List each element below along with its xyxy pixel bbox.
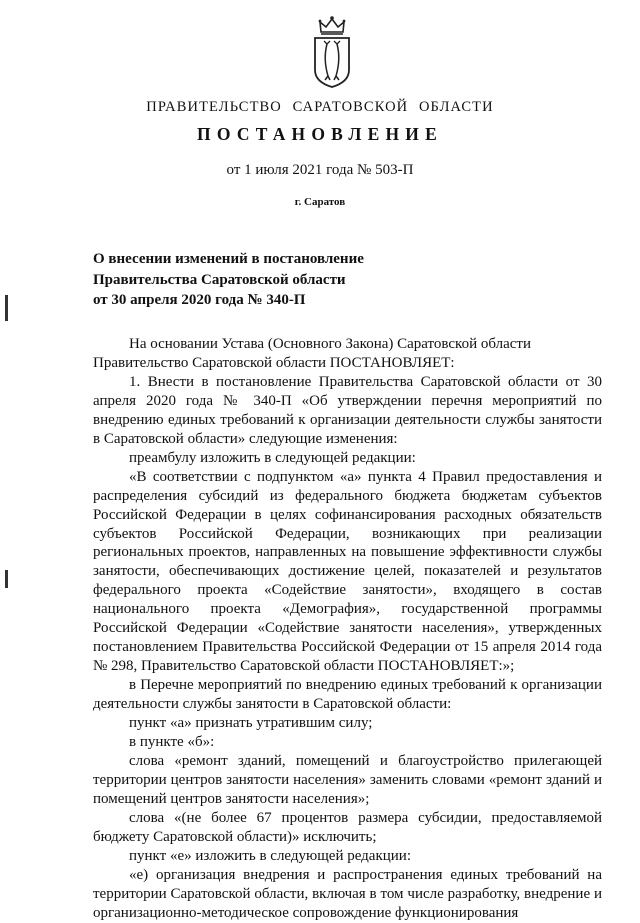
body-paragraph: преамбулу изложить в следующей редакции:: [129, 449, 416, 466]
scan-edge-mark: [5, 570, 8, 588]
coat-of-arms-icon: [303, 14, 361, 90]
body-paragraph: в Перечне мероприятий по внедрению единых требований к организации деятельности службы занятости в Саратовской области:: [93, 677, 602, 713]
document-type: ПОСТАНОВЛЕНИЕ: [197, 124, 443, 144]
body-paragraph: На основании Устава (Основного Закона) Саратовской области: [129, 336, 532, 352]
body-paragraph: 1. Внести в постановление Правительства Саратовской области от 30 апреля 2020 года № 340-П «Об утверждении перечня мероприятий по внедрению единых требований к организации деятельности службы занятости в Саратовской области» следующие изменения:: [93, 373, 602, 447]
subject-line: от 30 апреля 2020 года № 340-П: [93, 292, 306, 308]
body-paragraph: пункт «е» изложить в следующей редакции:: [129, 847, 412, 864]
subject-line: Правительства Саратовской области: [93, 271, 346, 288]
body-paragraph: слова «(не более 67 процентов размера субсидии, предоставляемой бюджету Саратовской области)» исключить;: [93, 809, 602, 845]
document-city: г. Саратов: [294, 196, 346, 208]
subject-line: О внесении изменений в постановление: [93, 251, 364, 267]
body-paragraph: в пункте «б»:: [129, 734, 215, 751]
body-paragraph: пункт «а» признать утратившим силу;: [129, 715, 373, 732]
document-subject: [93, 249, 473, 311]
government-name: ПРАВИТЕЛЬСТВО САРАТОВСКОЙ ОБЛАСТИ: [146, 99, 494, 115]
document-date-number: от 1 июля 2021 года № 503-П: [226, 162, 414, 178]
document-body: [93, 335, 602, 923]
scan-edge-mark: [5, 295, 8, 321]
body-paragraph: «В соответствии с подпунктом «а» пункта 4 Правил предоставления и распределения субсидий из федерального бюджета бюджетам субъектов Российской Федерации в целях софинансирования расходных обязательств субъектов Российской Федерации, возникающих при реализации региональных проектов, направленных на повышение эффективности службы занятости, обеспечивающих достижение целей, показателей и результатов федерального проекта «Содействие занятости», входящего в состав национального проекта «Демография», государственной программы Российской Федерации «Содействие занятости населения», утвержденных постановлением Правительства Российской Федерации от 15 апреля 2014 года № 298, Правительство Саратовской области ПОСТАНОВЛЯЕТ:»;: [93, 468, 602, 675]
body-paragraph: слова «ремонт зданий, помещений и благоустройство прилегающей территории центров занятости населения» заменить словами «ремонт зданий и помещений центров занятости населения»;: [93, 752, 602, 807]
body-paragraph: Правительство Саратовской области ПОСТАНОВЛЯЕТ:: [93, 354, 455, 371]
body-paragraph: «е) организация внедрения и распространения единых требований на территории Саратовской области, включая в том числе разработку, внедрение и организационно-методическое сопровождение функционирования: [93, 866, 602, 921]
